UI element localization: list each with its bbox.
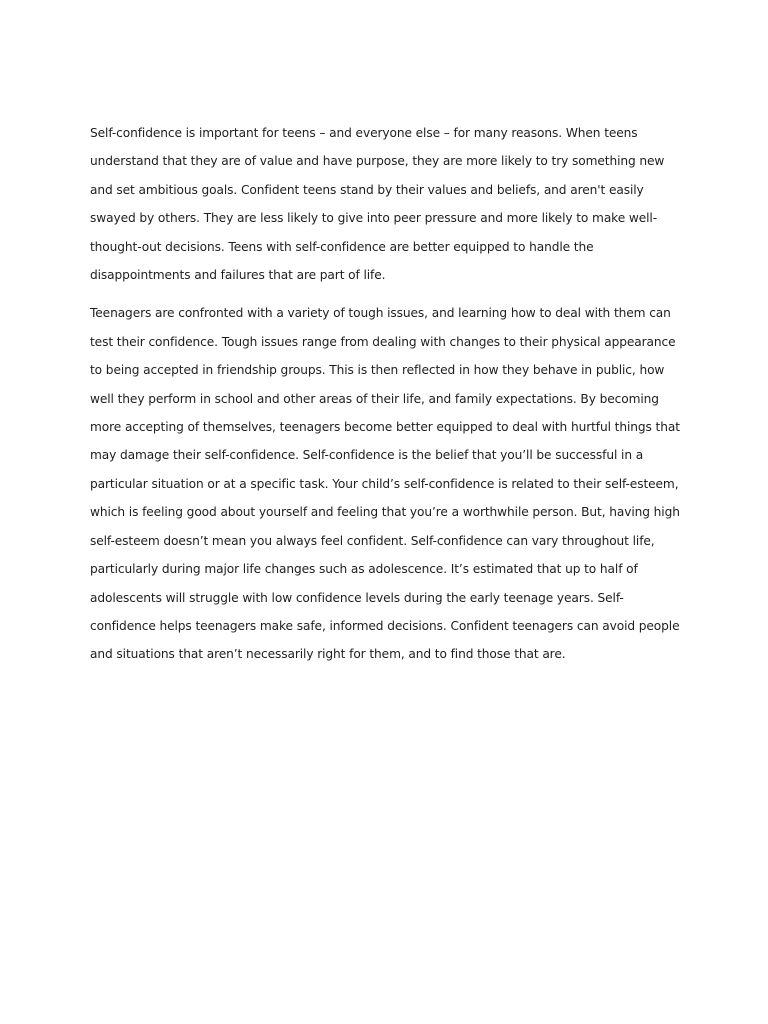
document-body <box>90 119 680 679</box>
paragraph-1: Self-confidence is important for teens – and everyone else – for many reasons. When teens understand that they are of value and have purpose, they are more likely to try something new and set ambitious goals. Confident teens stand by their values and beliefs, and aren't easily swayed by others. They are less likely to give into peer pressure and more likely to make well-thought-out decisions. Teens with self-confidence are better equipped to handle the disappointments and failures that are part of life. <box>90 126 665 283</box>
paragraph-2: Teenagers are confronted with a variety of tough issues, and learning how to deal with them can test their confidence. Tough issues range from dealing with changes to their physical appearance to being accepted in friendship groups. This is then reflected in how they behave in public, how well they perform in school and other areas of their life, and family expectations. By becoming more accepting of themselves, teenagers become better equipped to deal with hurtful things that may damage their self-confidence. Self-confidence is the belief that you’ll be successful in a particular situation or at a specific task. Your child’s self-confidence is related to their self-esteem, which is feeling good about yourself and feeling that you’re a worthwhile person. But, having high self-esteem doesn’t mean you always feel confident. Self-confidence can vary throughout life, particularly during major life changes such as adolescence. It’s estimated that up to half of adolescents will struggle with low confidence levels during the early teenage years. Self-confidence helps teenagers make safe, informed decisions. Confident teenagers can avoid people and situations that aren’t necessarily right for them, and to find those that are. <box>90 306 680 662</box>
